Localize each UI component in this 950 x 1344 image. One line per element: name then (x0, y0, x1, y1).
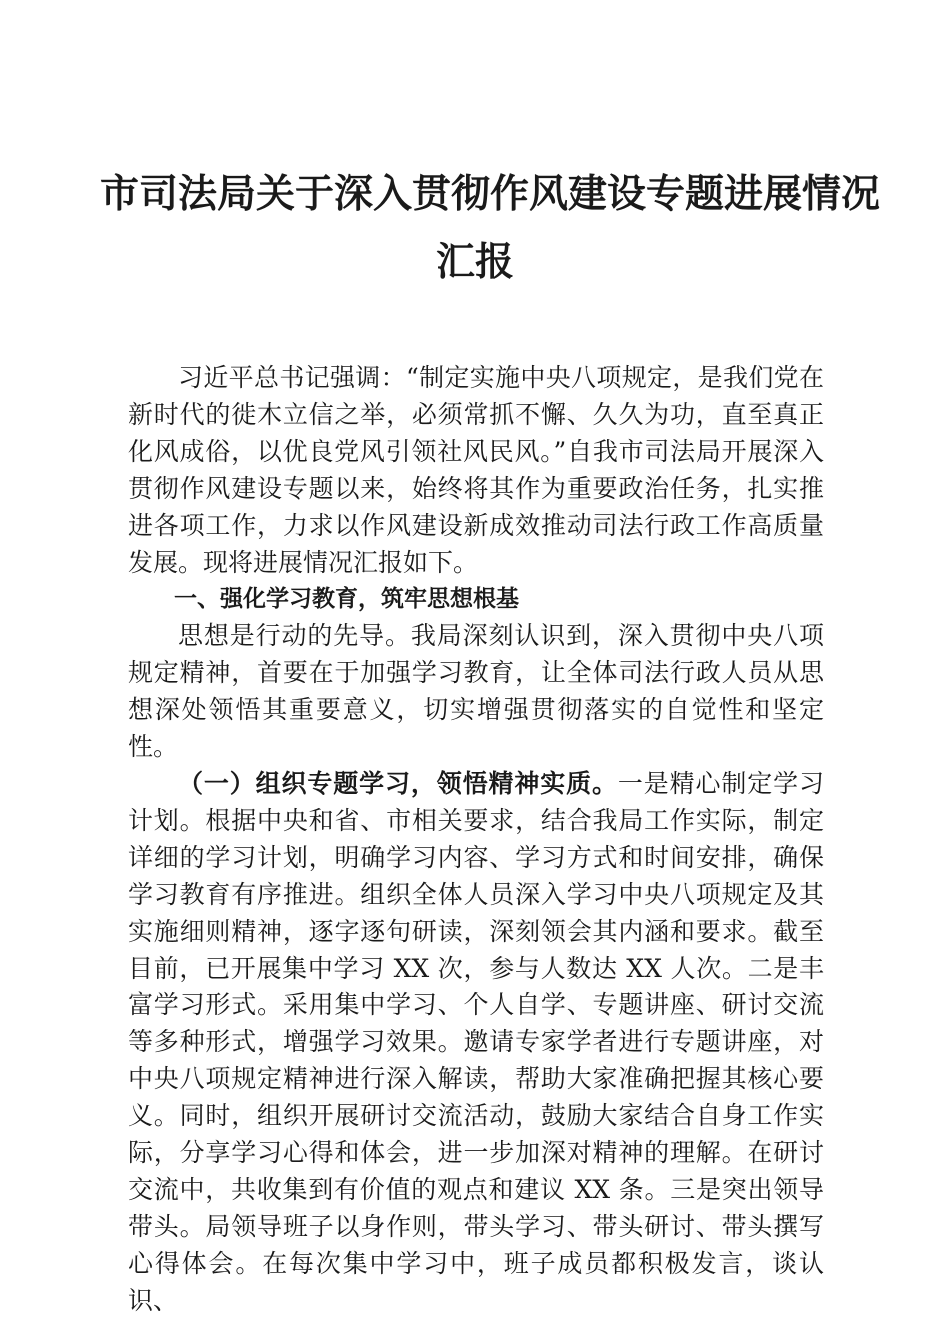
section-intro-paragraph: 思想是行动的先导。我局深刻认识到，深入贯彻中央八项规定精神，首要在于加强学习教育，让全体司法行政人员从思想深处领悟其重要意义，切实增强贯彻落实的自觉性和坚定性。 (128, 621, 824, 762)
subsection-text: 一是精心制定学习计划。根据中央和省、市相关要求，结合我局工作实际，制定详细的学习计划，明确学习内容、学习方式和时间安排，确保学习教育有序推进。组织全体人员深入学习中央八项规定及其实施细则精神，逐字逐句研读，深刻领会其内涵和要求。截至目前，已开展集中学习 XX 次，参与人数达 XX 人次。二是丰富学习形式。采用集中学习、个人自学、专题讲座、研讨交流等多种形式，增强学习效果。邀请专家学者进行专题讲座，对中央八项规定精神进行深入解读，帮助大家准确把握其核心要义。同时，组织开展研讨交流活动，鼓励大家结合自身工作实际，分享学习心得和体会，进一步加深对精神的理解。在研讨交流中，共收集到有价值的观点和建议 XX 条。三是突出领导带头。局领导班子以身作则，带头学习、带头研讨、带头撰写心得体会。在每次集中学习中，班子成员都积极发言，谈认识、 (128, 768, 824, 1315)
subsection-paragraph (128, 766, 824, 1320)
section-heading: 一、强化学习教育，筑牢思想根基 (174, 586, 519, 613)
subsection-heading: （一）组织专题学习，领悟精神实质。 (178, 768, 618, 798)
document-title-line-1: 市司法局关于深入贯彻作风建设专题进展情况 (100, 171, 881, 217)
document-body (128, 360, 824, 1320)
document-title-line-2: 汇报 (435, 239, 514, 285)
intro-paragraph: 习近平总书记强调：“制定实施中央八项规定，是我们党在新时代的徙木立信之举，必须常抓不懈、久久为功，直至真正化风成俗，以优良党风引领社风民风。”自我市司法局开展深入贯彻作风建设专题以来，始终将其作为重要政治任务，扎实推进各项工作，力求以作风建设新成效推动司法行政工作高质量发展。现将进展情况汇报如下。 (128, 363, 824, 577)
